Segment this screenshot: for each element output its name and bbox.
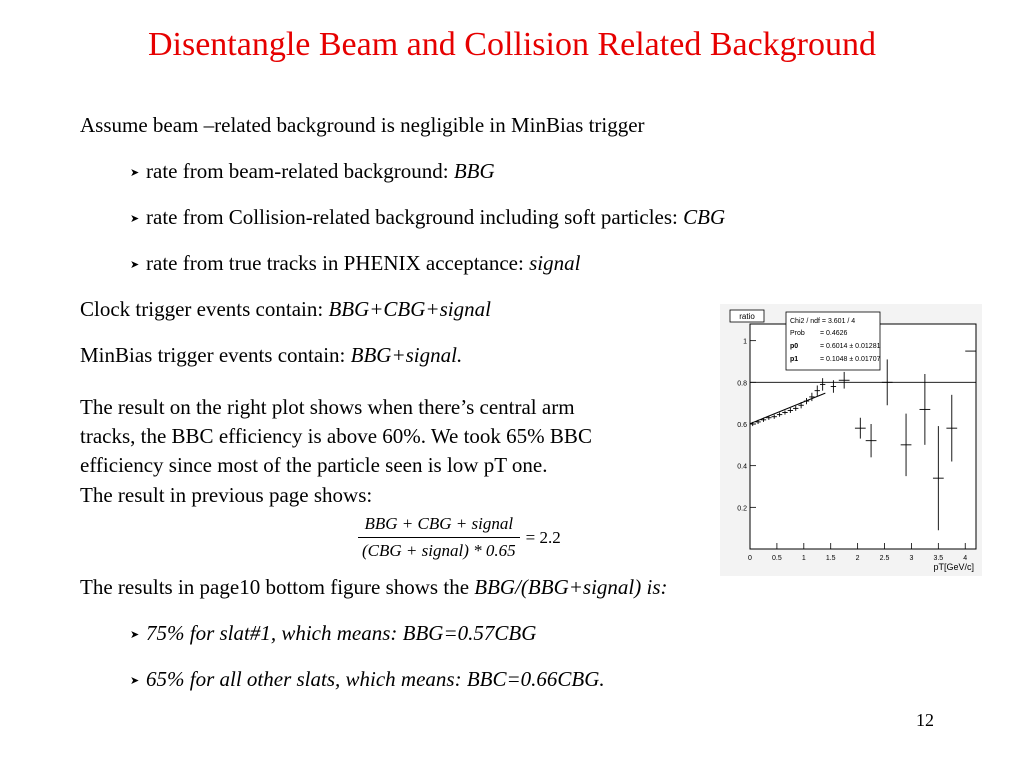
previous-page-line: The result in previous page shows: bbox=[80, 483, 373, 507]
x-tick-label: 3 bbox=[909, 555, 914, 562]
stats-box bbox=[786, 312, 881, 370]
formula-numerator: BBG + CBG + signal bbox=[364, 514, 514, 533]
slide-title: Disentangle Beam and Collision Related Background bbox=[147, 26, 876, 63]
y-tick-label: 0.2 bbox=[737, 505, 747, 513]
x-tick-label: 0 bbox=[748, 555, 752, 562]
result-line: tracks, the BBC efficiency is above 60%. We took 65% BBC bbox=[80, 424, 592, 448]
y-tick-label: 1 bbox=[743, 338, 747, 346]
formula-denominator: (CBG + signal) * 0.65 bbox=[362, 541, 516, 560]
minbias-line-emphasis: BBG+signal. bbox=[350, 343, 463, 367]
arrow-bullet-icon: ➤ bbox=[130, 213, 140, 225]
ratio-formula bbox=[358, 514, 561, 561]
italic-bullet-slat1 bbox=[130, 620, 536, 648]
stats-chi2: Chi2 / ndf = 3.601 / 4 bbox=[790, 318, 856, 325]
ratio-histogram-chart bbox=[720, 304, 982, 576]
x-tick-label: 2 bbox=[855, 555, 860, 562]
page-number: 12 bbox=[916, 710, 934, 730]
bullet-emphasis: CBG bbox=[683, 205, 726, 229]
x-tick-label: 2.5 bbox=[879, 555, 890, 562]
bullet-emphasis: BBG bbox=[453, 159, 495, 183]
y-tick-label: 0.4 bbox=[737, 463, 747, 471]
bullet-signal bbox=[130, 250, 580, 278]
arrow-bullet-icon: ➤ bbox=[130, 259, 140, 271]
stats-p0-label: p0 bbox=[790, 343, 799, 350]
stats-p0-value: = 0.6014 ± 0.01281 bbox=[820, 343, 881, 350]
stats-p1-label: p1 bbox=[790, 356, 799, 363]
bullet-text: rate from true tracks in PHENIX acceptance: bbox=[146, 251, 530, 275]
y-tick-label: 0.8 bbox=[737, 380, 747, 388]
stats-prob-label: Prob bbox=[790, 330, 805, 337]
arrow-bullet-icon: ➤ bbox=[130, 629, 140, 641]
hist-name-box bbox=[730, 310, 764, 322]
efficiency-ratio-plot bbox=[720, 304, 982, 576]
bullet-collision bbox=[130, 204, 725, 232]
x-tick-label: 1 bbox=[801, 555, 806, 562]
italic-bullet-other-slats bbox=[130, 666, 605, 694]
bullet-beam bbox=[130, 158, 495, 186]
result-paragraph bbox=[80, 393, 592, 480]
hist-name: ratio bbox=[739, 312, 755, 321]
x-tick-label: 3.5 bbox=[933, 555, 944, 562]
x-tick-label: 4 bbox=[963, 555, 968, 562]
minbias-line-text: MinBias trigger events contain: bbox=[80, 343, 351, 367]
intro-line: Assume beam –related background is negligible in MinBias trigger bbox=[80, 113, 645, 137]
clock-line-emphasis: BBG+CBG+signal bbox=[328, 297, 491, 321]
y-tick-label: 0.6 bbox=[737, 422, 747, 429]
result-line: efficiency since most of the particle seen is low pT one. bbox=[80, 453, 548, 477]
bullet-text: rate from beam-related background: bbox=[146, 159, 454, 183]
x-tick-label: 0.5 bbox=[772, 555, 782, 562]
stats-p1-value: = 0.1048 ± 0.01707 bbox=[820, 356, 881, 363]
arrow-bullet-icon: ➤ bbox=[130, 675, 140, 687]
page10-line bbox=[80, 574, 668, 600]
clock-trigger-line bbox=[80, 296, 491, 322]
formula-result: = 2.2 bbox=[525, 527, 561, 547]
page10-text: The results in page10 bottom figure shows the bbox=[80, 575, 475, 599]
x-axis-label: pT[GeV/c] bbox=[933, 562, 974, 572]
page10-emphasis: BBG/(BBG+signal) is: bbox=[474, 575, 668, 599]
stats-prob-value: = 0.4626 bbox=[820, 330, 848, 337]
clock-line-text: Clock trigger events contain: bbox=[80, 297, 329, 321]
bullet-emphasis: signal bbox=[529, 251, 581, 275]
result-line: The result on the right plot shows when there’s central arm bbox=[80, 395, 575, 419]
bullet-text: rate from Collision-related background including soft particles: bbox=[146, 205, 684, 229]
italic-bullet-text: 75% for slat#1, which means: BBG=0.57CBG bbox=[146, 621, 537, 645]
italic-bullet-text: 65% for all other slats, which means: BBC=0.66CBG. bbox=[146, 667, 605, 691]
arrow-bullet-icon: ➤ bbox=[130, 167, 140, 179]
minbias-trigger-line bbox=[80, 342, 462, 368]
x-tick-label: 1.5 bbox=[825, 555, 836, 562]
